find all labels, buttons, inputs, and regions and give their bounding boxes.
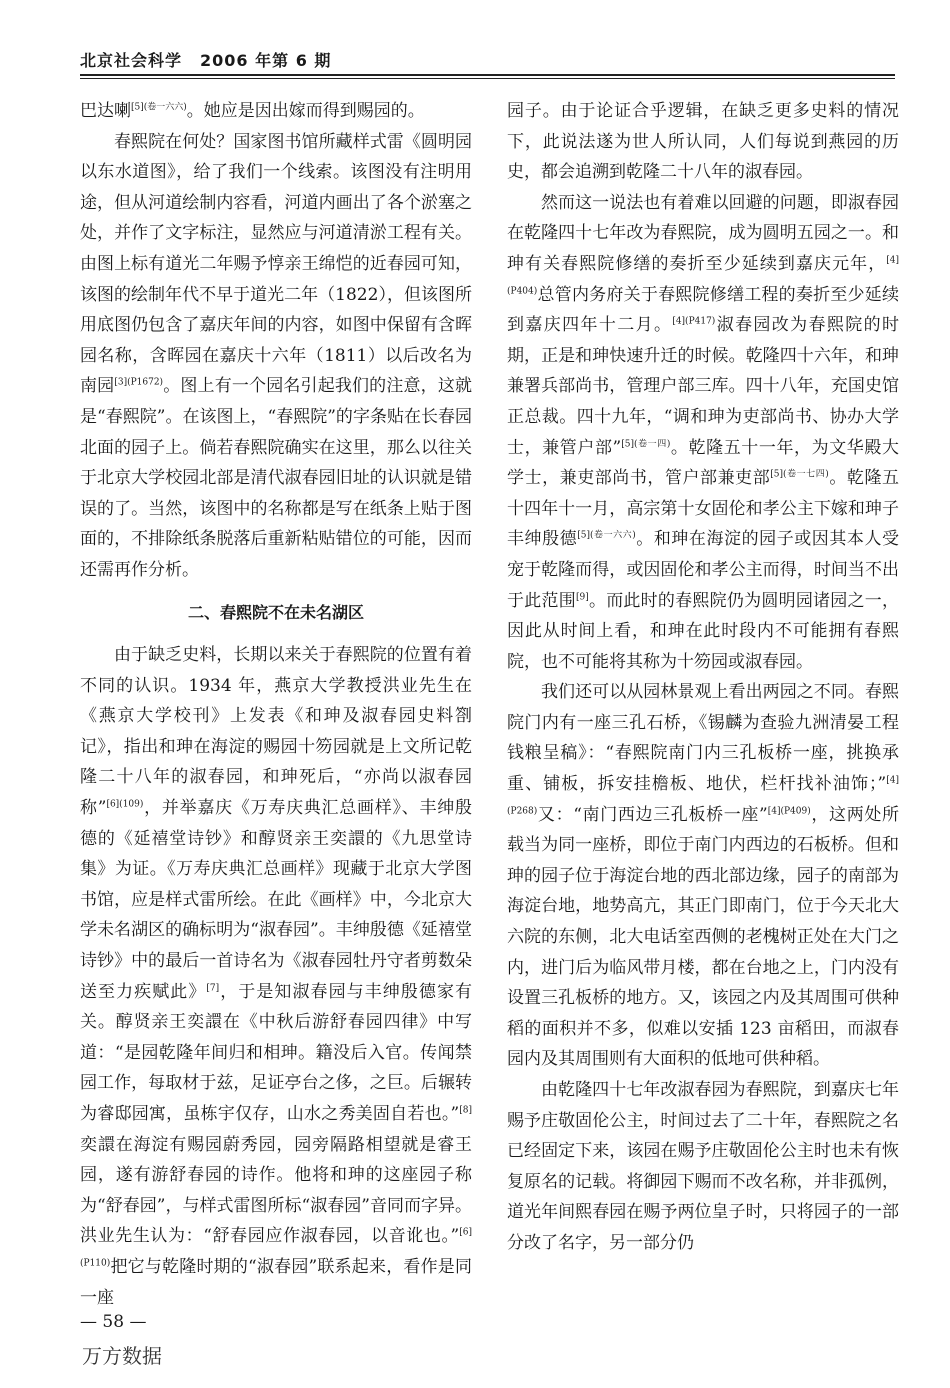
text-run: 由乾隆四十七年改淑春园为春熙院，到嘉庆七年赐予庄敬固伦公主，时间过去了二十年，春熙院之名已经固定下来，该园在赐予庄敬固伦公主时也未有恢复原名的记载。将御园下赐而不改名称，并非孤例，道光年间熙春园在赐予两位皇子时，只将园子的一部分改了名字，另一部分仍 [507,1080,899,1253]
footer-watermark: 万方数据 [82,1344,162,1368]
text-run: 。乾隆五十一年，为文华殿大学士，兼吏部尚书，管户部兼吏部 [507,437,899,489]
paragraph [507,677,899,1075]
citation-ref: [6](P110) [80,1227,472,1269]
citation-ref: [5](卷一四) [621,438,671,449]
text-run: 总管内务府关于春熙院修缮工程的奏折至少延续到嘉庆四年十二月。 [507,284,899,336]
text-run: 由于缺乏史料，长期以来关于春熙院的位置有着不同的认识。1934 年，燕京大学教授洪业先生在《燕京大学校刊》上发表《和珅及淑春园史料劄记》，指出和珅在海淀的赐园十笏园就是上文所记乾隆二十八年的淑春园，和珅死后，“亦尚以淑春园称” [80,645,472,819]
citation-ref: [4](P268) [507,775,899,816]
text-run: 。乾隆五十四年十一月，高宗第十女固伦和孝公主下嫁和珅子丰绅殷德 [507,468,899,550]
issue-label: 2006 年第 6 期 [200,51,332,70]
paragraph [507,1075,899,1259]
citation-ref: [5](卷一七四) [770,469,829,480]
text-run: 巴达喇 [80,101,131,121]
text-run: 园子。由于论证合乎逻辑，在缺乏更多史料的情况下，此说法遂为世人所认同，人们每说到燕园的历史，都会追溯到乾隆二十八年的淑春园。 [507,101,899,183]
header-rule [80,74,895,76]
citation-ref: [4](P417) [672,316,716,327]
text-run: 。而此时的春熙院仍为圆明园诸园之一，因此从时间上看，和珅在此时段内不可能拥有春熙院，也不可能将其称为十笏园或淑春园。 [507,590,900,672]
citation-ref: [7] [206,982,220,993]
header-rule-thin [80,78,895,79]
citation-ref: [3](P1672) [114,377,164,388]
page-number: — 58 — [80,1312,147,1332]
citation-ref: [4](P409) [767,806,811,816]
paragraph [80,127,472,586]
paragraph [507,96,899,188]
text-run: ，于是知淑春园与丰绅殷德家有关。醇贤亲王奕譞在《中秋后游舒春园四律》中写道：“是园乾隆年间归和相珅。籍没后入官。传闻禁园工作，每取材于兹，足证亭台之侈，之巨。后辗转为睿邸园寓，虽栋宇仅存，山水之秀美固自若也。” [80,981,473,1124]
text-run: 又：“南门西边三孔板桥一座” [537,804,768,825]
citation-ref: [8] [459,1105,472,1116]
text-run: ，这两处所载当为同一座桥，即位于南门内西边的石板桥。但和珅的园子位于海淀台地的西北部边缘，园子的南部为海淀台地，地势高亢，其正门即南门，位于今天北大六院的东侧，北大电话室西侧的老槐树正处在大门之内，进门后为临风带月楼，都在台地之上，门内没有设置三孔板桥的地方。又，该园之内及其周围可供种稻的面积并不多，似难以安插 123 亩稻田，而淑春园内及其周围则有大面积的低地可供种稻。 [507,804,899,1070]
running-header [80,48,331,71]
text-run: 淑春园改为春熙院的时期，正是和珅快速升迁的时候。乾隆四十六年，和珅兼署兵部尚书，管理户部三库。四十八年，充国史馆正总裁。四十九年，“调和珅为吏部尚书、协办大学士，兼管户部” [507,315,900,458]
text-run: 。她应是因出嫁而得到赐园的。 [186,101,425,121]
text-run: 。图上有一个园名引起我们的注意，这就是“春熙院”。在该图上，“春熙院”的字条贴在长春园北面的园子上。倘若春熙院确实在这里，那么以往关于北京大学校园北部是清代淑春园旧址的认识就是错误的了。当然，该图中的名称都是写在纸条上贴于图面的，不排除纸条脱落后重新粘贴错位的可能，因而还需再作分析。 [80,376,473,580]
text-run: 我们还可以从园林景观上看出两园之不同。春熙院门内有一座三孔石桥，《锡麟为查验九洲清晏工程钱粮呈稿》：“春熙院南门内三孔板桥一座，挑换承重、铺板，拆安挂檐板、地伏，栏杆找补油饰；” [507,682,899,795]
citation-ref: [5](卷一六六) [577,530,636,541]
text-run: 然而这一说法也有着难以回避的问题，即淑春园在乾隆四十七年改为春熙院，成为圆明五园之一。和珅有关春熙院修缮的奏折至少延续到嘉庆元年， [507,192,899,274]
text-run: ，并举嘉庆《万寿庆典汇总画样》、丰绅殷德的《延禧堂诗钞》和醇贤亲王奕譞的《九思堂诗集》为证。《万寿庆典汇总画样》现藏于北京大学图书馆，应是样式雷所绘。在此《画样》中，今北京大学未名湖区的确标明为“淑春园”。丰绅殷德《延禧堂诗钞》中的最后一首诗名为《淑春园牡丹守者剪数朵送至力疾赋此》 [80,798,472,1002]
citation-ref: [4](P404) [507,255,899,296]
left-column [80,96,472,1313]
paragraph [80,96,472,127]
citation-ref: [6](109) [106,799,144,810]
text-run: 二、春熙院不在未名湖区 [187,602,364,622]
paragraph [80,640,472,1313]
paragraph [507,188,899,678]
text-run: 。和珅在海淀的园子或因其本人受宠于乾隆而得，或因固伦和孝公主而得，时间当不出于此范围 [507,529,899,611]
text-run: 把它与乾隆时期的“淑春园”联系起来，看作是同一座 [80,1256,472,1308]
right-column [507,96,899,1259]
section-heading [80,598,472,629]
journal-title: 北京社会科学 [80,51,183,70]
text-run: 奕譞在海淀有赐园蔚秀园，园旁隔路相望就是睿王园，遂有游舒春园的诗作。他将和珅的这座园子称为“舒春园”，与样式雷图所标“淑春园”音同而字异。洪业先生认为：“舒春园应作淑春园，以音讹也。” [80,1134,472,1247]
citation-ref: [5](卷一六六) [131,102,187,113]
citation-ref: [9] [575,591,589,602]
text-run: 春熙院在何处？国家图书馆所藏样式雷《圆明园以东水道图》，给了我们一个线索。该图没有注明用途，但从河道绘制内容看，河道内画出了各个淤塞之处，并作了文字标注，显然应与河道清淤工程有关。由图上标有道光二年赐予惇亲王绵恺的近春园可知，该图的绘制年代不早于道光二年（1822），但该图所用底图仍包含了嘉庆年间的内容，如图中保留有含晖园名称，含晖园在嘉庆十六年（1811）以后改名为南园 [80,131,472,397]
